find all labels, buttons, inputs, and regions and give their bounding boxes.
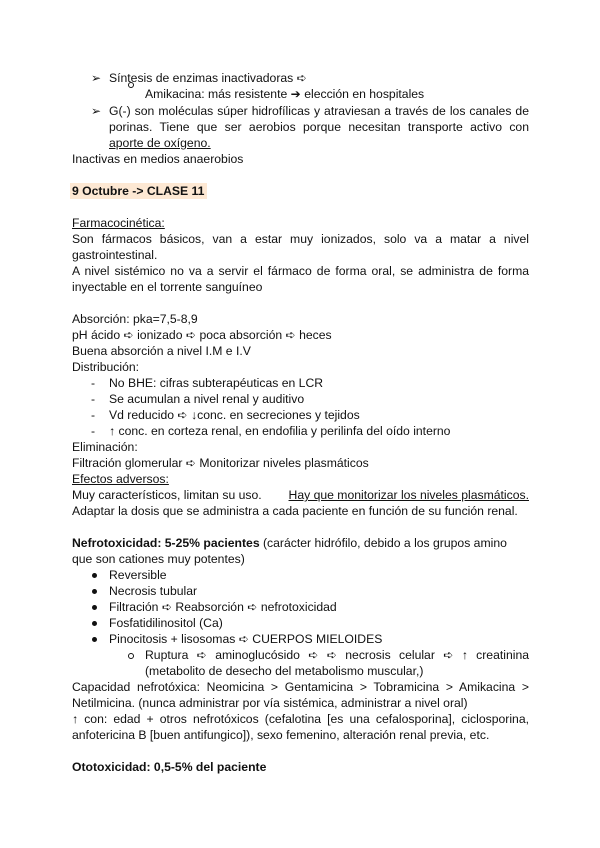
nefro-bullet: Necrosis tubular <box>109 584 198 598</box>
farmaco-p2-line2: inyectable en el torrente sanguíneo <box>72 280 263 294</box>
nefro-title: Nefrotoxicidad: 5-25% pacientes <box>72 536 260 550</box>
dash-bullet-icon: - <box>91 408 96 422</box>
dash-bullet-icon: - <box>91 424 96 438</box>
bullet-dot-icon <box>92 605 97 610</box>
nefro-bullet: Reversible <box>109 568 167 582</box>
line-amikacina: Amikacina: más resistente ➔ elección en hospitales <box>145 87 425 101</box>
distribucion-item: Se acumulan a nivel renal y auditivo <box>109 392 305 406</box>
absorcion-line2: pH ácido ➪ ionizado ➪ poca absorción ➪ heces <box>72 328 332 342</box>
nefro-cap-line2: Netilmicina. (nunca administrar por vía sistémica, administrar a nivel oral) <box>72 696 468 710</box>
distribucion-item: Vd reducido ➪ ↓conc. en secreciones y tejidos <box>109 408 360 422</box>
nefro-con-line1: ↑ con: edad + otros nefrotóxicos (cefalotina [es una cefalosporina], ciclosporina, <box>72 712 529 726</box>
nefro-title-line <box>72 535 507 551</box>
nefro-bullet: Fosfatidilinositol (Ca) <box>109 616 223 630</box>
efectos-line2: Adaptar la dosis que se administra a cada paciente en función de su función renal. <box>72 504 518 518</box>
circle-bullet-icon <box>128 82 134 88</box>
eliminacion-line1: Filtración glomerular ➪ Monitorizar niveles plasmáticos <box>72 456 369 470</box>
nefro-sub-line1: Ruptura ➪ aminoglucósido ➪ ➪ necrosis celular ➪ ↑ creatinina <box>145 648 529 662</box>
distribucion-title: Distribución: <box>72 360 140 374</box>
dash-bullet-icon: - <box>91 392 96 406</box>
bullet-dot-icon <box>92 621 97 626</box>
bullet-dot-icon <box>92 589 97 594</box>
eliminacion-title: Eliminación: <box>72 440 138 454</box>
distribucion-item: ↑ conc. en corteza renal, en endofilia y perilinfa del oído interno <box>109 424 451 438</box>
line-inactivas: Inactivas en medios anaerobios <box>72 152 244 166</box>
distribucion-item: No BHE: cifras subterapéuticas en LCR <box>109 376 324 390</box>
nefro-bullet: Filtración ➪ Reabsorción ➪ nefrotoxicidad <box>109 600 337 614</box>
absorcion-line3: Buena absorción a nivel I.M e I.V <box>72 344 251 358</box>
arrow-bullet-icon: ➢ <box>91 71 102 85</box>
nefro-cap-line1: Capacidad nefrotóxica: Neomicina > Gentamicina > Tobramicina > Amikacina > <box>72 680 529 694</box>
farmaco-p2-line1: A nivel sistémico no va a servir el fármaco de forma oral, se administra de forma <box>72 264 529 278</box>
line-gneg-2: porinas. Tiene que ser aerobios porque necesitan transporte activo con <box>109 120 529 134</box>
efectos-title: Efectos adversos: <box>72 472 169 486</box>
farmacocinetica-title: Farmacocinética: <box>72 216 165 230</box>
line-gneg-1: G(-) son moléculas súper hidrofílicas y atraviesan a través de los canales de <box>109 104 529 118</box>
dash-bullet-icon: - <box>91 376 96 390</box>
efectos-line1-a: Muy característicos, limitan su uso. <box>72 488 262 502</box>
line-gneg-3: aporte de oxígeno. <box>109 136 211 150</box>
nefro-title-rest: (carácter hidrófilo, debido a los grupos amino <box>259 536 507 550</box>
efectos-line1 <box>72 487 529 503</box>
nefro-bullet: Pinocitosis + lisosomas ➪ CUERPOS MIELOIDES <box>109 632 383 646</box>
efectos-line1-b: Hay que monitorizar los niveles plasmáticos. <box>288 488 529 502</box>
class-heading <box>72 183 207 199</box>
bullet-dot-icon <box>92 573 97 578</box>
nefro-con-line2: anfotericina B [buen antifungico]), sexo femenino, alteración renal previa, etc. <box>72 728 490 742</box>
farmaco-p1-line1: Son fármacos básicos, van a estar muy ionizados, solo va a matar a nivel <box>72 232 529 246</box>
arrow-bullet-icon: ➢ <box>91 104 102 118</box>
class-heading-highlight: 9 Octubre -> CLASE 11 <box>70 183 207 199</box>
oto-title: Ototoxicidad: 0,5-5% del paciente <box>72 760 267 774</box>
nefro-sub-line2: (metabolito de desecho del metabolismo muscular,) <box>145 664 424 678</box>
line-sintesis: Síntesis de enzimas inactivadoras ➪ <box>109 71 307 85</box>
absorcion-line1: Absorción: pka=7,5-8,9 <box>72 312 198 326</box>
farmaco-p1-line2: gastrointestinal. <box>72 248 158 262</box>
nefro-line2: que son cationes muy potentes) <box>72 552 245 566</box>
circle-bullet-icon <box>128 653 134 659</box>
bullet-dot-icon <box>92 637 97 642</box>
